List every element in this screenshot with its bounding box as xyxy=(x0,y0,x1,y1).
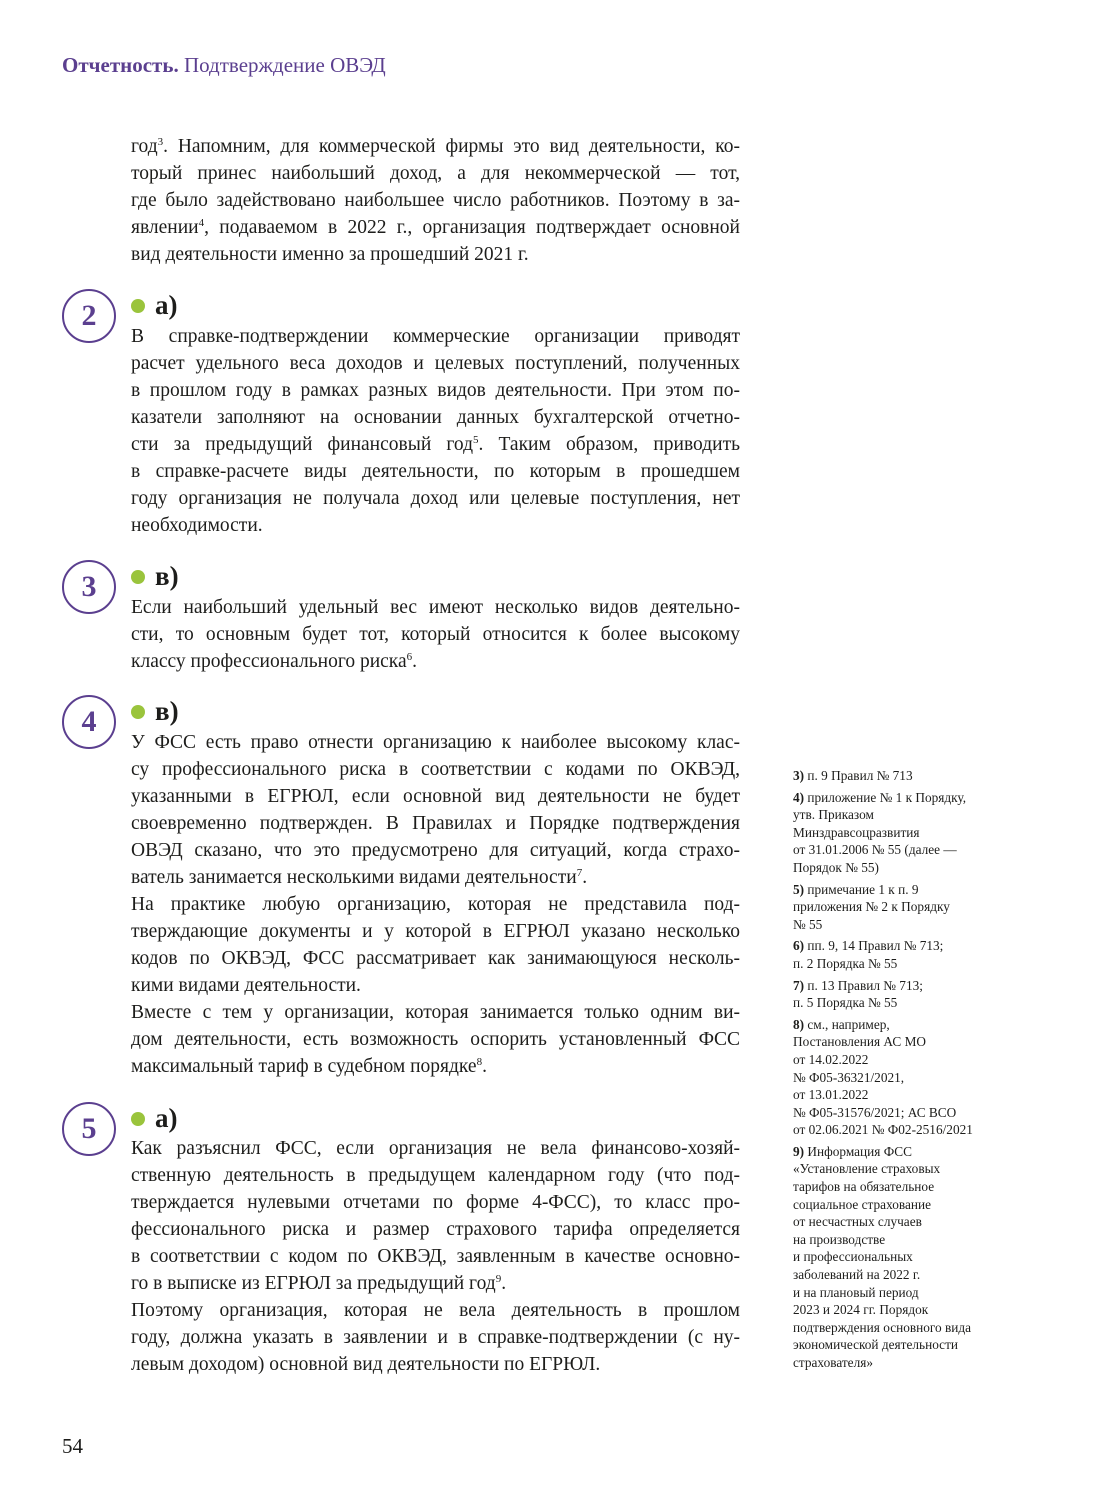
page-number: 54 xyxy=(62,1434,83,1458)
footnote-text: см., например, xyxy=(807,1016,890,1032)
footnote-ref: 9 xyxy=(495,1273,502,1285)
bullet-dot-icon xyxy=(131,1112,145,1126)
text-line: На практике любую организацию, которая не представила под- xyxy=(131,894,740,915)
footnote-text: Постановления АС МО xyxy=(793,1034,926,1050)
text-line: ОВЭД сказано, что это предусмотрено для ситуаций, когда страхо- xyxy=(131,840,740,861)
footnote-text: «Установление страховых xyxy=(793,1161,941,1177)
footnote-number: 6) xyxy=(793,938,808,954)
text-line: классу профессионального риска$^6$. xyxy=(131,651,418,672)
text-line: в прошлом году в рамках разных видов деятельности. При этом по- xyxy=(131,380,740,401)
footnote-text: заболеваний на 2022 г. xyxy=(793,1267,921,1283)
footnote xyxy=(793,789,1023,877)
text-line: Поэтому организация, которая не вела деятельность в прошлом xyxy=(131,1300,740,1321)
footnote-text: от 31.01.2006 № 55 (далее — xyxy=(793,842,957,858)
footnote-number: 3) xyxy=(793,768,808,783)
footnote-text: Порядок № 55) xyxy=(793,859,879,875)
footnote-text: Информация ФСС xyxy=(807,1143,912,1159)
footnote-text: № Ф05-36321/2021, xyxy=(793,1069,905,1085)
text-line: ватель занимается несколькими видами деятельности$^7$. xyxy=(131,867,588,888)
footnote-number: 8) xyxy=(793,1016,808,1032)
text-line: го в выписке из ЕГРЮЛ за предыдущий год$^9$. xyxy=(131,1273,507,1294)
text-line: тверждается нулевыми отчетами по форме 4-ФСС), то класс про- xyxy=(131,1192,740,1213)
question-number-badge: 5 xyxy=(62,1102,116,1156)
footnote-text: приложения № 2 к Порядку xyxy=(793,899,950,915)
answer-explanation xyxy=(131,323,740,539)
answer-label xyxy=(131,1103,178,1134)
footnote-number: 7) xyxy=(793,977,808,993)
answer-label xyxy=(131,290,178,321)
footnote-number: 9) xyxy=(793,1143,808,1159)
text-line: дом деятельности, есть возможность оспорить установленный ФСС xyxy=(131,1029,740,1050)
answer-text: а) xyxy=(155,290,178,320)
answer-explanation xyxy=(131,729,740,1080)
footnote-text: и профессиональных xyxy=(793,1249,913,1265)
footnote xyxy=(793,1143,1023,1372)
header-section: Отчетность. xyxy=(62,53,179,77)
footnote-text: подтверждения основного вида xyxy=(793,1319,972,1335)
intro-paragraph xyxy=(131,133,740,268)
question-number-badge: 4 xyxy=(62,695,116,749)
footnote-text: № Ф05-31576/2021; АС ВСО xyxy=(793,1104,957,1120)
footnote-text: п. 5 Порядка № 55 xyxy=(793,995,898,1011)
footnote-ref: 7 xyxy=(576,867,583,879)
bullet-dot-icon xyxy=(131,705,145,719)
footnote-ref: 3 xyxy=(157,136,164,148)
running-header xyxy=(62,53,386,78)
footnote-text: от несчастных случаев xyxy=(793,1214,922,1230)
footnote-text: п. 9 Правил № 713 xyxy=(807,768,913,783)
answer-label xyxy=(131,696,179,727)
footnote-text: утв. Приказом xyxy=(793,807,874,823)
text-line: сти за предыдущий финансовый год$^5$. Таким образом, приводить xyxy=(131,434,740,455)
footnote-text: тарифов на обязательное xyxy=(793,1179,935,1195)
text-line: в соответствии с кодом по ОКВЭД, заявленным в качестве основно- xyxy=(131,1246,740,1267)
footnote-text: социальное страхование xyxy=(793,1196,932,1212)
footnote-text: и на плановый период xyxy=(793,1284,919,1300)
text-line: году организация не получала доход или целевые поступления, нет xyxy=(131,488,740,509)
footnote-ref: 5 xyxy=(473,434,479,446)
text-line: су профессионального риска в соответствии с кодами по ОКВЭД, xyxy=(131,759,740,780)
answer-text: в) xyxy=(155,696,179,726)
text-line: У ФСС есть право отнести организацию к наиболее высокому клас- xyxy=(131,732,740,753)
footnote-number: 4) xyxy=(793,789,808,805)
text-line: вид деятельности именно за прошедший 2021 г. xyxy=(131,244,529,265)
footnote-text: примечание 1 к п. 9 xyxy=(807,881,919,897)
footnote-ref: 6 xyxy=(406,651,413,663)
footnote-ref: 8 xyxy=(476,1056,483,1068)
footnote-text: п. 2 Порядка № 55 xyxy=(793,955,898,971)
text-line: кодов по ОКВЭД, ФСС рассматривает как занимающуюся несколь- xyxy=(131,948,740,969)
text-line: В справке-подтверждении коммерческие организации приводят xyxy=(131,326,740,347)
footnote xyxy=(793,881,1023,934)
footnote-text: № 55 xyxy=(793,916,823,932)
footnote-text: от 13.01.2022 xyxy=(793,1087,869,1103)
text-line: явлении$^4$, подаваемом в 2022 г., организация подтверждает основной xyxy=(131,217,740,238)
footnote-text: п. 13 Правил № 713; xyxy=(807,977,923,993)
header-topic: Подтверждение ОВЭД xyxy=(183,53,386,77)
footnote xyxy=(793,937,1023,972)
text-line: Как разъяснил ФСС, если организация не вела финансово-хозяй- xyxy=(131,1138,740,1159)
text-line: своевременно подтвержден. В Правилах и Порядке подтверждения xyxy=(131,813,740,834)
text-line: кими видами деятельности. xyxy=(131,975,361,996)
footnotes-sidebar xyxy=(793,767,1023,1376)
footnote-text: от 02.06.2021 № Ф02-2516/2021 xyxy=(793,1122,973,1138)
question-number-badge: 2 xyxy=(62,289,116,343)
bullet-dot-icon xyxy=(131,299,145,313)
text-line: в справке-расчете виды деятельности, по которым в прошедшем xyxy=(131,461,740,482)
text-line: левым доходом) основной вид деятельности по ЕГРЮЛ. xyxy=(131,1354,601,1375)
footnote-number: 5) xyxy=(793,881,808,897)
footnote-ref: 4 xyxy=(198,217,205,229)
answer-label xyxy=(131,561,179,592)
footnote xyxy=(793,977,1023,1012)
text-line: максимальный тариф в судебном порядке$^8$. xyxy=(131,1056,487,1077)
footnote xyxy=(793,1016,1023,1139)
text-line: сти, то основным будет тот, который относится к более высокому xyxy=(131,624,740,645)
footnote-text: на производстве xyxy=(793,1231,886,1247)
footnote-text: Минздравсоцразвития xyxy=(793,824,920,840)
text-line: торый принес наибольший доход, а для некоммерческой — тот, xyxy=(131,163,740,184)
text-line: расчет удельного веса доходов и целевых поступлений, полученных xyxy=(131,353,740,374)
text-line: указанными в ЕГРЮЛ, если основной вид деятельности не будет xyxy=(131,786,740,807)
question-number-badge: 3 xyxy=(62,560,116,614)
answer-text: а) xyxy=(155,1103,178,1133)
footnote-text: 2023 и 2024 гг. Порядок xyxy=(793,1302,929,1318)
text-line: Вместе с тем у организации, которая занимается только одним ви- xyxy=(131,1002,740,1023)
footnote-text: от 14.02.2022 xyxy=(793,1051,869,1067)
footnote-text: экономической деятельности xyxy=(793,1337,958,1353)
answer-explanation xyxy=(131,1135,740,1378)
text-line: ственную деятельность в предыдущем календарном году (что под- xyxy=(131,1165,740,1186)
text-line: необходимости. xyxy=(131,515,263,536)
text-line: году, должна указать в заявлении и в справке-подтверждении (с ну- xyxy=(131,1327,740,1348)
text-line: где было задействовано наибольшее число работников. Поэтому в за- xyxy=(131,190,740,211)
text-line: тверждающие документы и у которой в ЕГРЮЛ указано несколько xyxy=(131,921,740,942)
text-line: Если наибольший удельный вес имеют несколько видов деятельно- xyxy=(131,597,740,618)
answer-explanation xyxy=(131,594,740,675)
footnote-text: пп. 9, 14 Правил № 713; xyxy=(807,938,944,954)
footnote-text: приложение № 1 к Порядку, xyxy=(807,789,967,805)
text-line: фессионального риска и размер страхового тарифа определяется xyxy=(131,1219,740,1240)
answer-text: в) xyxy=(155,561,179,591)
text-line: казатели заполняют на основании данных бухгалтерской отчетно- xyxy=(131,407,740,428)
footnote xyxy=(793,767,1023,785)
text-line: год$^3$. Напомним, для коммерческой фирмы это вид деятельности, ко- xyxy=(131,136,740,157)
bullet-dot-icon xyxy=(131,570,145,584)
footnote-text: страхователя» xyxy=(793,1355,873,1370)
